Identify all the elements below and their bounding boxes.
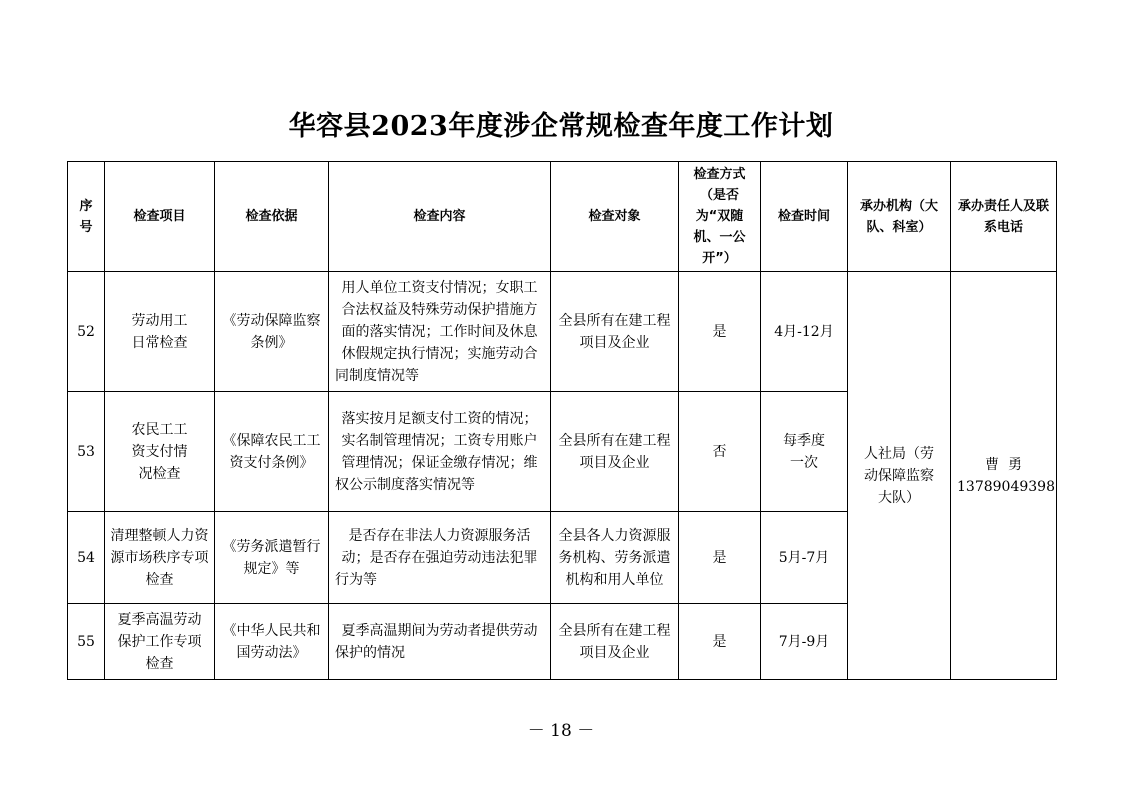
cell-time: 5月-7月 (761, 512, 848, 604)
cell-target: 全县所有在建工程项目及企业 (551, 392, 679, 512)
cell-seq: 55 (68, 604, 105, 680)
cell-time: 每季度一次 (761, 392, 848, 512)
cell-content: 落实按月足额支付工资的情况；实名制管理情况；工资专用账户管理情况；保证金缴存情况；维权公示制度落实情况等 (329, 392, 551, 512)
header-target: 检查对象 (551, 162, 679, 272)
header-method: 检查方式（是否为“双随机、一公开”） (679, 162, 761, 272)
cell-target: 全县所有在建工程项目及企业 (551, 272, 679, 392)
cell-content: 是否存在非法人力资源服务活动；是否存在强迫劳动违法犯罪行为等 (329, 512, 551, 604)
cell-method: 是 (679, 604, 761, 680)
cell-basis: 《保障农民工工资支付条例》 (215, 392, 329, 512)
header-item: 检查项目 (105, 162, 215, 272)
cell-person (951, 272, 1057, 680)
header-content: 检查内容 (329, 162, 551, 272)
header-seq: 序号 (68, 162, 105, 272)
cell-time: 7月-9月 (761, 604, 848, 680)
cell-seq: 54 (68, 512, 105, 604)
inspection-plan-table (67, 161, 1057, 680)
cell-item: 夏季高温劳动保护工作专项检查 (105, 604, 215, 680)
person-phone: 13789049398 (957, 478, 1055, 495)
header-basis: 检查依据 (215, 162, 329, 272)
cell-item: 农民工工资支付情况检查 (105, 392, 215, 512)
cell-content: 夏季高温期间为劳动者提供劳动保护的情况 (329, 604, 551, 680)
cell-basis: 《劳动保障监察条例》 (215, 272, 329, 392)
cell-content: 用人单位工资支付情况；女职工合法权益及特殊劳动保护措施方面的落实情况；工作时间及休息休假规定执行情况；实施劳动合同制度情况等 (329, 272, 551, 392)
page-number: － 18 － (527, 721, 595, 741)
cell-basis: 《劳务派遣暂行规定》等 (215, 512, 329, 604)
cell-time: 4月-12月 (761, 272, 848, 392)
header-time: 检查时间 (761, 162, 848, 272)
header-person: 承办责任人及联系电话 (951, 162, 1057, 272)
cell-target: 全县各人力资源服务机构、劳务派遣机构和用人单位 (551, 512, 679, 604)
person-name: 曹 勇 (985, 456, 1022, 473)
page-title: 华容县2023年度涉企常规检查年度工作计划 (288, 111, 834, 142)
cell-seq: 52 (68, 272, 105, 392)
cell-target: 全县所有在建工程项目及企业 (551, 604, 679, 680)
cell-item: 清理整顿人力资源市场秩序专项检查 (105, 512, 215, 604)
cell-method: 是 (679, 512, 761, 604)
cell-method: 是 (679, 272, 761, 392)
cell-method: 否 (679, 392, 761, 512)
table-header-row (68, 162, 1057, 272)
table-row (68, 272, 1057, 392)
cell-basis: 《中华人民共和国劳动法》 (215, 604, 329, 680)
cell-item: 劳动用工日常检查 (105, 272, 215, 392)
header-org: 承办机构（大队、科室） (848, 162, 951, 272)
cell-org: 人社局（劳动保障监察大队） (848, 272, 951, 680)
cell-seq: 53 (68, 392, 105, 512)
